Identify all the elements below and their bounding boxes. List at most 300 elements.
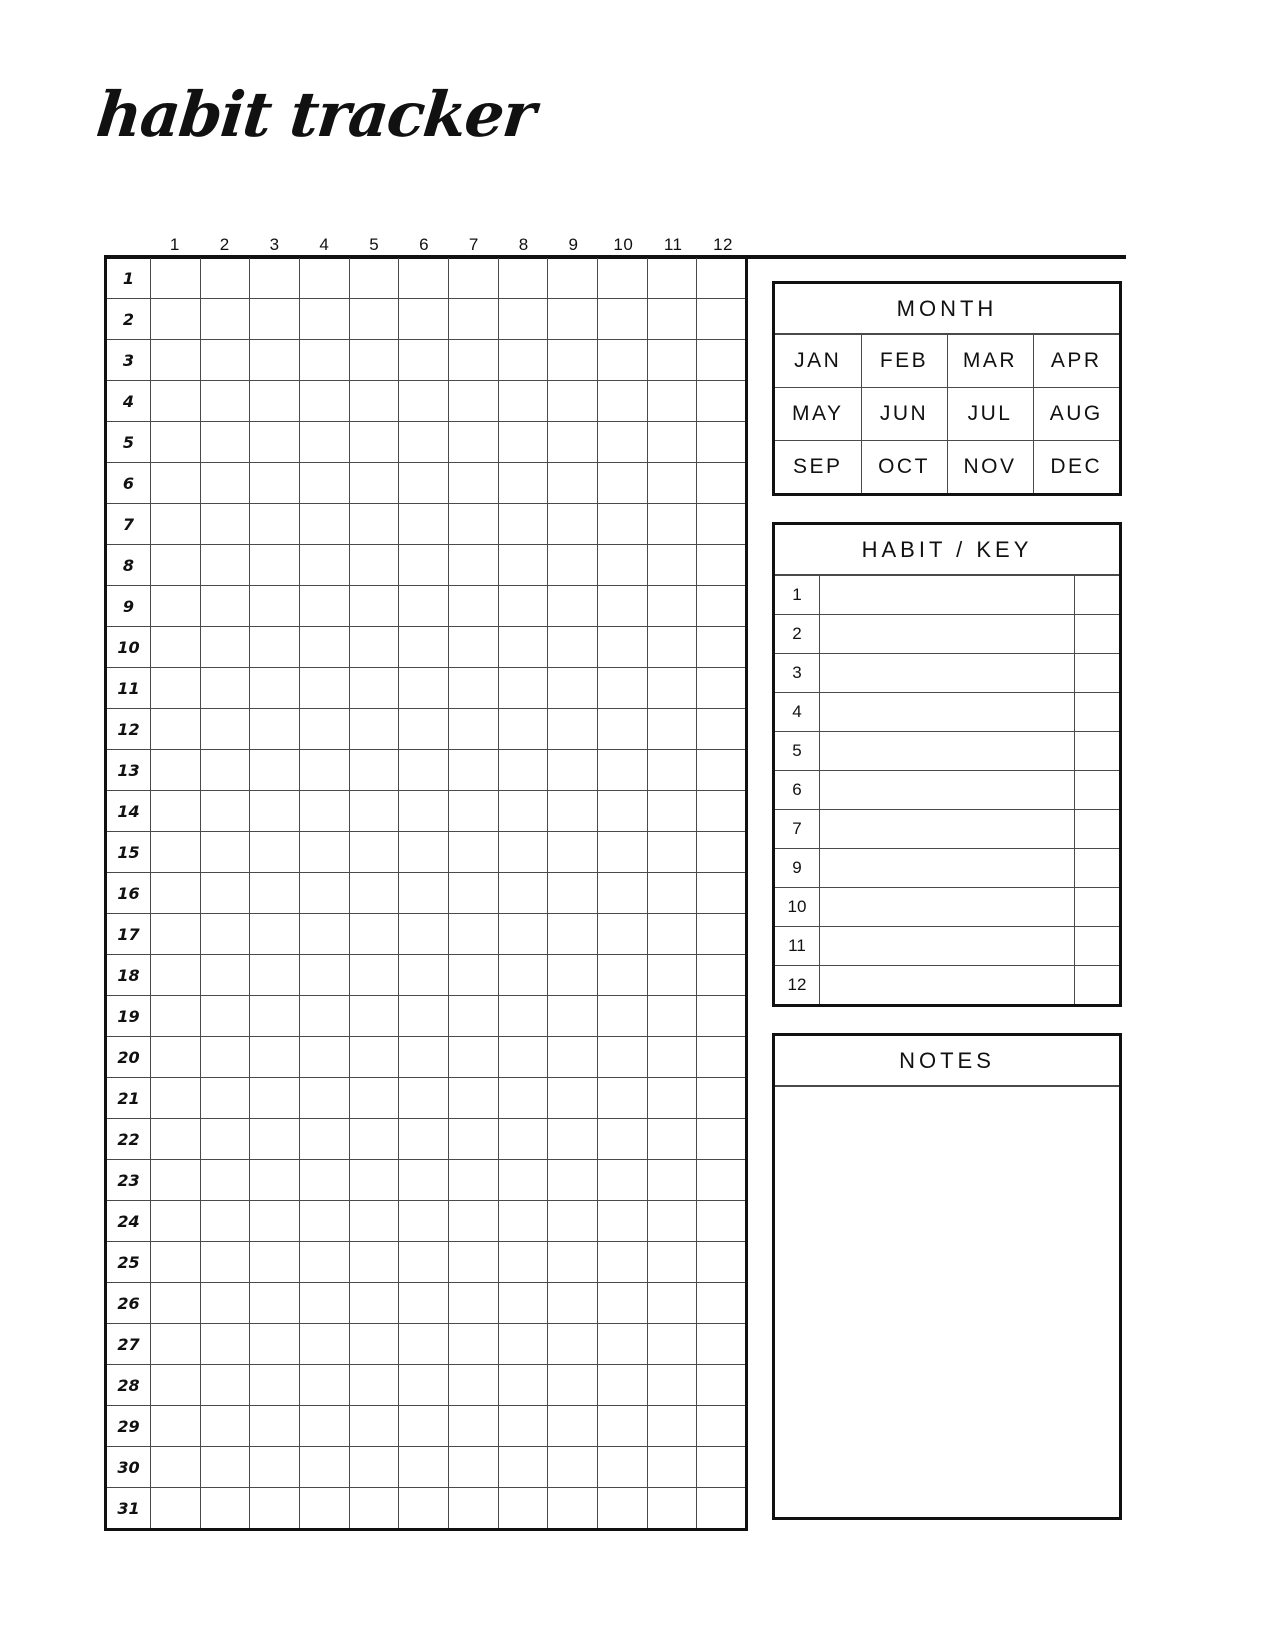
tracker-cell[interactable] bbox=[548, 586, 598, 627]
tracker-cell[interactable] bbox=[349, 996, 399, 1037]
tracker-cell[interactable] bbox=[399, 381, 449, 422]
tracker-cell[interactable] bbox=[399, 1488, 449, 1530]
tracker-cell[interactable] bbox=[151, 668, 201, 709]
tracker-cell[interactable] bbox=[548, 832, 598, 873]
tracker-cell[interactable] bbox=[250, 463, 300, 504]
tracker-cell[interactable] bbox=[498, 1488, 548, 1530]
tracker-cell[interactable] bbox=[448, 1283, 498, 1324]
tracker-cell[interactable] bbox=[250, 709, 300, 750]
tracker-cell[interactable] bbox=[349, 750, 399, 791]
tracker-cell[interactable] bbox=[200, 299, 250, 340]
tracker-cell[interactable] bbox=[498, 791, 548, 832]
tracker-cell[interactable] bbox=[448, 627, 498, 668]
tracker-cell[interactable] bbox=[647, 422, 697, 463]
tracker-cell[interactable] bbox=[548, 914, 598, 955]
tracker-cell[interactable] bbox=[349, 463, 399, 504]
tracker-cell[interactable] bbox=[399, 668, 449, 709]
tracker-cell[interactable] bbox=[200, 1078, 250, 1119]
habit-key-symbol-field[interactable] bbox=[1075, 732, 1120, 771]
tracker-cell[interactable] bbox=[697, 422, 747, 463]
tracker-cell[interactable] bbox=[349, 1242, 399, 1283]
tracker-cell[interactable] bbox=[647, 340, 697, 381]
tracker-cell[interactable] bbox=[399, 340, 449, 381]
tracker-cell[interactable] bbox=[498, 504, 548, 545]
tracker-cell[interactable] bbox=[250, 996, 300, 1037]
tracker-cell[interactable] bbox=[250, 1201, 300, 1242]
tracker-cell[interactable] bbox=[399, 1119, 449, 1160]
tracker-cell[interactable] bbox=[250, 1242, 300, 1283]
month-option-aug[interactable]: AUG bbox=[1033, 388, 1119, 441]
tracker-cell[interactable] bbox=[548, 791, 598, 832]
tracker-cell[interactable] bbox=[349, 1447, 399, 1488]
tracker-cell[interactable] bbox=[697, 791, 747, 832]
tracker-cell[interactable] bbox=[498, 1119, 548, 1160]
tracker-cell[interactable] bbox=[200, 955, 250, 996]
tracker-cell[interactable] bbox=[151, 257, 201, 299]
tracker-cell[interactable] bbox=[498, 955, 548, 996]
tracker-cell[interactable] bbox=[151, 750, 201, 791]
tracker-cell[interactable] bbox=[299, 750, 349, 791]
tracker-cell[interactable] bbox=[399, 1160, 449, 1201]
tracker-cell[interactable] bbox=[349, 627, 399, 668]
tracker-cell[interactable] bbox=[697, 1037, 747, 1078]
tracker-cell[interactable] bbox=[299, 1119, 349, 1160]
tracker-cell[interactable] bbox=[498, 257, 548, 299]
tracker-cell[interactable] bbox=[697, 1119, 747, 1160]
tracker-cell[interactable] bbox=[697, 1201, 747, 1242]
tracker-cell[interactable] bbox=[151, 299, 201, 340]
tracker-cell[interactable] bbox=[647, 257, 697, 299]
tracker-cell[interactable] bbox=[299, 955, 349, 996]
tracker-cell[interactable] bbox=[548, 1242, 598, 1283]
tracker-cell[interactable] bbox=[349, 504, 399, 545]
tracker-cell[interactable] bbox=[399, 463, 449, 504]
tracker-cell[interactable] bbox=[399, 586, 449, 627]
tracker-cell[interactable] bbox=[498, 1242, 548, 1283]
tracker-cell[interactable] bbox=[647, 1160, 697, 1201]
tracker-cell[interactable] bbox=[200, 1283, 250, 1324]
tracker-cell[interactable] bbox=[200, 1406, 250, 1447]
month-option-nov[interactable]: NOV bbox=[947, 441, 1033, 494]
tracker-cell[interactable] bbox=[250, 1365, 300, 1406]
tracker-cell[interactable] bbox=[250, 1488, 300, 1530]
tracker-cell[interactable] bbox=[697, 1160, 747, 1201]
tracker-cell[interactable] bbox=[200, 1119, 250, 1160]
tracker-cell[interactable] bbox=[647, 299, 697, 340]
tracker-cell[interactable] bbox=[597, 750, 647, 791]
habit-key-symbol-field[interactable] bbox=[1075, 849, 1120, 888]
tracker-cell[interactable] bbox=[697, 299, 747, 340]
tracker-cell[interactable] bbox=[151, 1242, 201, 1283]
tracker-cell[interactable] bbox=[200, 586, 250, 627]
tracker-cell[interactable] bbox=[200, 832, 250, 873]
tracker-cell[interactable] bbox=[349, 299, 399, 340]
tracker-cell[interactable] bbox=[299, 832, 349, 873]
tracker-cell[interactable] bbox=[349, 1324, 399, 1365]
tracker-cell[interactable] bbox=[151, 1160, 201, 1201]
tracker-cell[interactable] bbox=[250, 914, 300, 955]
tracker-cell[interactable] bbox=[647, 1078, 697, 1119]
tracker-cell[interactable] bbox=[349, 955, 399, 996]
tracker-cell[interactable] bbox=[399, 709, 449, 750]
tracker-cell[interactable] bbox=[597, 1447, 647, 1488]
tracker-cell[interactable] bbox=[548, 1037, 598, 1078]
tracker-cell[interactable] bbox=[697, 1283, 747, 1324]
tracker-cell[interactable] bbox=[498, 1324, 548, 1365]
tracker-cell[interactable] bbox=[349, 586, 399, 627]
tracker-cell[interactable] bbox=[697, 709, 747, 750]
tracker-cell[interactable] bbox=[399, 1283, 449, 1324]
tracker-cell[interactable] bbox=[299, 914, 349, 955]
habit-name-field[interactable] bbox=[820, 810, 1075, 849]
tracker-cell[interactable] bbox=[151, 1037, 201, 1078]
tracker-cell[interactable] bbox=[498, 340, 548, 381]
tracker-cell[interactable] bbox=[448, 340, 498, 381]
tracker-cell[interactable] bbox=[597, 709, 647, 750]
tracker-cell[interactable] bbox=[151, 914, 201, 955]
notes-input-area[interactable] bbox=[775, 1087, 1119, 1517]
tracker-cell[interactable] bbox=[200, 1201, 250, 1242]
tracker-cell[interactable] bbox=[498, 709, 548, 750]
tracker-cell[interactable] bbox=[299, 1488, 349, 1530]
tracker-cell[interactable] bbox=[250, 627, 300, 668]
tracker-cell[interactable] bbox=[151, 422, 201, 463]
tracker-cell[interactable] bbox=[250, 832, 300, 873]
tracker-cell[interactable] bbox=[250, 668, 300, 709]
tracker-cell[interactable] bbox=[151, 791, 201, 832]
tracker-cell[interactable] bbox=[200, 791, 250, 832]
tracker-cell[interactable] bbox=[597, 627, 647, 668]
tracker-cell[interactable] bbox=[548, 873, 598, 914]
tracker-cell[interactable] bbox=[697, 1406, 747, 1447]
tracker-cell[interactable] bbox=[647, 1406, 697, 1447]
tracker-cell[interactable] bbox=[299, 422, 349, 463]
tracker-cell[interactable] bbox=[597, 791, 647, 832]
tracker-cell[interactable] bbox=[548, 996, 598, 1037]
tracker-cell[interactable] bbox=[299, 996, 349, 1037]
tracker-cell[interactable] bbox=[299, 257, 349, 299]
tracker-cell[interactable] bbox=[647, 504, 697, 545]
tracker-cell[interactable] bbox=[151, 709, 201, 750]
tracker-cell[interactable] bbox=[498, 586, 548, 627]
tracker-cell[interactable] bbox=[399, 545, 449, 586]
tracker-cell[interactable] bbox=[498, 381, 548, 422]
tracker-cell[interactable] bbox=[151, 340, 201, 381]
tracker-cell[interactable] bbox=[250, 504, 300, 545]
tracker-cell[interactable] bbox=[151, 586, 201, 627]
tracker-cell[interactable] bbox=[697, 1078, 747, 1119]
tracker-cell[interactable] bbox=[548, 1283, 598, 1324]
tracker-cell[interactable] bbox=[399, 873, 449, 914]
month-option-apr[interactable]: APR bbox=[1033, 335, 1119, 388]
tracker-cell[interactable] bbox=[299, 1078, 349, 1119]
tracker-cell[interactable] bbox=[200, 873, 250, 914]
tracker-cell[interactable] bbox=[399, 914, 449, 955]
tracker-cell[interactable] bbox=[200, 340, 250, 381]
tracker-cell[interactable] bbox=[498, 299, 548, 340]
habit-name-field[interactable] bbox=[820, 615, 1075, 654]
tracker-cell[interactable] bbox=[250, 257, 300, 299]
tracker-cell[interactable] bbox=[548, 504, 598, 545]
tracker-cell[interactable] bbox=[498, 1406, 548, 1447]
tracker-cell[interactable] bbox=[200, 422, 250, 463]
tracker-cell[interactable] bbox=[597, 955, 647, 996]
tracker-cell[interactable] bbox=[299, 1242, 349, 1283]
tracker-cell[interactable] bbox=[399, 791, 449, 832]
tracker-cell[interactable] bbox=[349, 257, 399, 299]
tracker-cell[interactable] bbox=[250, 422, 300, 463]
tracker-cell[interactable] bbox=[647, 750, 697, 791]
tracker-cell[interactable] bbox=[151, 996, 201, 1037]
tracker-cell[interactable] bbox=[647, 463, 697, 504]
tracker-cell[interactable] bbox=[349, 340, 399, 381]
tracker-cell[interactable] bbox=[250, 1406, 300, 1447]
tracker-cell[interactable] bbox=[250, 1078, 300, 1119]
tracker-cell[interactable] bbox=[697, 1447, 747, 1488]
tracker-cell[interactable] bbox=[399, 1242, 449, 1283]
tracker-cell[interactable] bbox=[647, 791, 697, 832]
tracker-cell[interactable] bbox=[200, 381, 250, 422]
tracker-cell[interactable] bbox=[299, 381, 349, 422]
tracker-cell[interactable] bbox=[548, 1201, 598, 1242]
tracker-cell[interactable] bbox=[299, 709, 349, 750]
tracker-cell[interactable] bbox=[250, 381, 300, 422]
tracker-cell[interactable] bbox=[647, 381, 697, 422]
tracker-cell[interactable] bbox=[597, 668, 647, 709]
tracker-cell[interactable] bbox=[151, 1406, 201, 1447]
tracker-cell[interactable] bbox=[250, 545, 300, 586]
tracker-cell[interactable] bbox=[349, 914, 399, 955]
tracker-cell[interactable] bbox=[151, 545, 201, 586]
tracker-cell[interactable] bbox=[697, 914, 747, 955]
tracker-cell[interactable] bbox=[548, 299, 598, 340]
tracker-cell[interactable] bbox=[498, 832, 548, 873]
tracker-cell[interactable] bbox=[250, 1160, 300, 1201]
tracker-cell[interactable] bbox=[250, 299, 300, 340]
habit-name-field[interactable] bbox=[820, 966, 1075, 1005]
tracker-cell[interactable] bbox=[399, 1078, 449, 1119]
tracker-cell[interactable] bbox=[548, 1406, 598, 1447]
tracker-cell[interactable] bbox=[448, 463, 498, 504]
tracker-cell[interactable] bbox=[299, 1365, 349, 1406]
tracker-cell[interactable] bbox=[597, 299, 647, 340]
tracker-cell[interactable] bbox=[548, 1365, 598, 1406]
tracker-cell[interactable] bbox=[647, 1201, 697, 1242]
tracker-cell[interactable] bbox=[697, 463, 747, 504]
tracker-cell[interactable] bbox=[448, 381, 498, 422]
tracker-cell[interactable] bbox=[647, 1365, 697, 1406]
tracker-cell[interactable] bbox=[697, 504, 747, 545]
tracker-cell[interactable] bbox=[349, 1488, 399, 1530]
habit-name-field[interactable] bbox=[820, 888, 1075, 927]
tracker-cell[interactable] bbox=[597, 257, 647, 299]
tracker-cell[interactable] bbox=[448, 1406, 498, 1447]
tracker-cell[interactable] bbox=[250, 750, 300, 791]
tracker-cell[interactable] bbox=[399, 996, 449, 1037]
tracker-cell[interactable] bbox=[498, 750, 548, 791]
tracker-cell[interactable] bbox=[697, 586, 747, 627]
tracker-cell[interactable] bbox=[647, 1324, 697, 1365]
tracker-cell[interactable] bbox=[498, 873, 548, 914]
tracker-cell[interactable] bbox=[597, 1160, 647, 1201]
tracker-cell[interactable] bbox=[647, 996, 697, 1037]
tracker-cell[interactable] bbox=[299, 1324, 349, 1365]
month-option-jul[interactable]: JUL bbox=[947, 388, 1033, 441]
tracker-cell[interactable] bbox=[647, 1119, 697, 1160]
tracker-cell[interactable] bbox=[548, 257, 598, 299]
tracker-cell[interactable] bbox=[498, 1037, 548, 1078]
tracker-cell[interactable] bbox=[151, 832, 201, 873]
tracker-cell[interactable] bbox=[250, 1037, 300, 1078]
tracker-cell[interactable] bbox=[597, 1078, 647, 1119]
tracker-cell[interactable] bbox=[448, 955, 498, 996]
tracker-cell[interactable] bbox=[399, 832, 449, 873]
tracker-cell[interactable] bbox=[349, 1078, 399, 1119]
tracker-cell[interactable] bbox=[151, 1447, 201, 1488]
habit-name-field[interactable] bbox=[820, 927, 1075, 966]
tracker-cell[interactable] bbox=[498, 1078, 548, 1119]
tracker-cell[interactable] bbox=[250, 873, 300, 914]
tracker-cell[interactable] bbox=[250, 586, 300, 627]
tracker-cell[interactable] bbox=[448, 873, 498, 914]
tracker-cell[interactable] bbox=[448, 504, 498, 545]
tracker-cell[interactable] bbox=[349, 1406, 399, 1447]
tracker-cell[interactable] bbox=[349, 709, 399, 750]
tracker-cell[interactable] bbox=[697, 832, 747, 873]
habit-name-field[interactable] bbox=[820, 576, 1075, 615]
tracker-cell[interactable] bbox=[200, 504, 250, 545]
month-option-sep[interactable]: SEP bbox=[775, 441, 861, 494]
tracker-cell[interactable] bbox=[597, 914, 647, 955]
tracker-cell[interactable] bbox=[597, 1488, 647, 1530]
tracker-cell[interactable] bbox=[250, 1119, 300, 1160]
tracker-cell[interactable] bbox=[448, 1201, 498, 1242]
tracker-cell[interactable] bbox=[448, 1037, 498, 1078]
habit-name-field[interactable] bbox=[820, 732, 1075, 771]
tracker-cell[interactable] bbox=[200, 1447, 250, 1488]
tracker-cell[interactable] bbox=[151, 1365, 201, 1406]
tracker-cell[interactable] bbox=[548, 627, 598, 668]
tracker-cell[interactable] bbox=[349, 381, 399, 422]
tracker-cell[interactable] bbox=[399, 299, 449, 340]
tracker-cell[interactable] bbox=[299, 1283, 349, 1324]
tracker-cell[interactable] bbox=[647, 1488, 697, 1530]
habit-name-field[interactable] bbox=[820, 693, 1075, 732]
tracker-cell[interactable] bbox=[498, 422, 548, 463]
habit-key-symbol-field[interactable] bbox=[1075, 888, 1120, 927]
tracker-cell[interactable] bbox=[448, 1119, 498, 1160]
tracker-cell[interactable] bbox=[498, 1447, 548, 1488]
tracker-cell[interactable] bbox=[498, 996, 548, 1037]
tracker-cell[interactable] bbox=[200, 1160, 250, 1201]
tracker-cell[interactable] bbox=[647, 955, 697, 996]
tracker-cell[interactable] bbox=[448, 832, 498, 873]
tracker-cell[interactable] bbox=[349, 668, 399, 709]
tracker-cell[interactable] bbox=[250, 1447, 300, 1488]
tracker-cell[interactable] bbox=[647, 1447, 697, 1488]
tracker-cell[interactable] bbox=[498, 627, 548, 668]
tracker-cell[interactable] bbox=[299, 299, 349, 340]
tracker-cell[interactable] bbox=[151, 1078, 201, 1119]
tracker-cell[interactable] bbox=[151, 873, 201, 914]
tracker-cell[interactable] bbox=[200, 545, 250, 586]
tracker-cell[interactable] bbox=[299, 1406, 349, 1447]
tracker-cell[interactable] bbox=[200, 750, 250, 791]
tracker-cell[interactable] bbox=[697, 545, 747, 586]
habit-key-symbol-field[interactable] bbox=[1075, 576, 1120, 615]
tracker-cell[interactable] bbox=[349, 791, 399, 832]
tracker-cell[interactable] bbox=[200, 463, 250, 504]
month-option-may[interactable]: MAY bbox=[775, 388, 861, 441]
tracker-cell[interactable] bbox=[647, 914, 697, 955]
tracker-cell[interactable] bbox=[399, 1201, 449, 1242]
month-option-mar[interactable]: MAR bbox=[947, 335, 1033, 388]
tracker-cell[interactable] bbox=[597, 1365, 647, 1406]
month-option-jan[interactable]: JAN bbox=[775, 335, 861, 388]
habit-key-symbol-field[interactable] bbox=[1075, 654, 1120, 693]
tracker-cell[interactable] bbox=[151, 504, 201, 545]
tracker-cell[interactable] bbox=[299, 1447, 349, 1488]
tracker-cell[interactable] bbox=[548, 340, 598, 381]
tracker-cell[interactable] bbox=[200, 996, 250, 1037]
tracker-cell[interactable] bbox=[349, 422, 399, 463]
tracker-cell[interactable] bbox=[548, 1447, 598, 1488]
tracker-cell[interactable] bbox=[448, 1160, 498, 1201]
tracker-cell[interactable] bbox=[299, 1160, 349, 1201]
tracker-cell[interactable] bbox=[548, 1119, 598, 1160]
tracker-cell[interactable] bbox=[448, 299, 498, 340]
tracker-cell[interactable] bbox=[597, 504, 647, 545]
tracker-cell[interactable] bbox=[200, 1037, 250, 1078]
tracker-cell[interactable] bbox=[250, 340, 300, 381]
tracker-cell[interactable] bbox=[299, 586, 349, 627]
tracker-cell[interactable] bbox=[448, 709, 498, 750]
tracker-cell[interactable] bbox=[250, 791, 300, 832]
tracker-cell[interactable] bbox=[647, 668, 697, 709]
tracker-cell[interactable] bbox=[151, 1201, 201, 1242]
tracker-cell[interactable] bbox=[647, 627, 697, 668]
tracker-cell[interactable] bbox=[299, 791, 349, 832]
tracker-cell[interactable] bbox=[349, 1160, 399, 1201]
tracker-cell[interactable] bbox=[597, 1201, 647, 1242]
tracker-cell[interactable] bbox=[597, 996, 647, 1037]
habit-name-field[interactable] bbox=[820, 771, 1075, 810]
tracker-cell[interactable] bbox=[349, 1201, 399, 1242]
tracker-cell[interactable] bbox=[597, 586, 647, 627]
tracker-cell[interactable] bbox=[548, 1488, 598, 1530]
tracker-cell[interactable] bbox=[349, 1365, 399, 1406]
tracker-cell[interactable] bbox=[647, 586, 697, 627]
tracker-cell[interactable] bbox=[697, 873, 747, 914]
tracker-cell[interactable] bbox=[151, 381, 201, 422]
tracker-cell[interactable] bbox=[697, 1488, 747, 1530]
habit-key-symbol-field[interactable] bbox=[1075, 615, 1120, 654]
tracker-cell[interactable] bbox=[151, 1324, 201, 1365]
tracker-cell[interactable] bbox=[548, 1078, 598, 1119]
tracker-cell[interactable] bbox=[647, 873, 697, 914]
tracker-cell[interactable] bbox=[647, 1037, 697, 1078]
tracker-cell[interactable] bbox=[548, 1160, 598, 1201]
tracker-cell[interactable] bbox=[250, 955, 300, 996]
tracker-cell[interactable] bbox=[151, 627, 201, 668]
tracker-cell[interactable] bbox=[548, 750, 598, 791]
tracker-cell[interactable] bbox=[647, 545, 697, 586]
tracker-cell[interactable] bbox=[498, 914, 548, 955]
tracker-cell[interactable] bbox=[399, 1037, 449, 1078]
tracker-cell[interactable] bbox=[548, 955, 598, 996]
tracker-cell[interactable] bbox=[697, 668, 747, 709]
tracker-cell[interactable] bbox=[200, 914, 250, 955]
